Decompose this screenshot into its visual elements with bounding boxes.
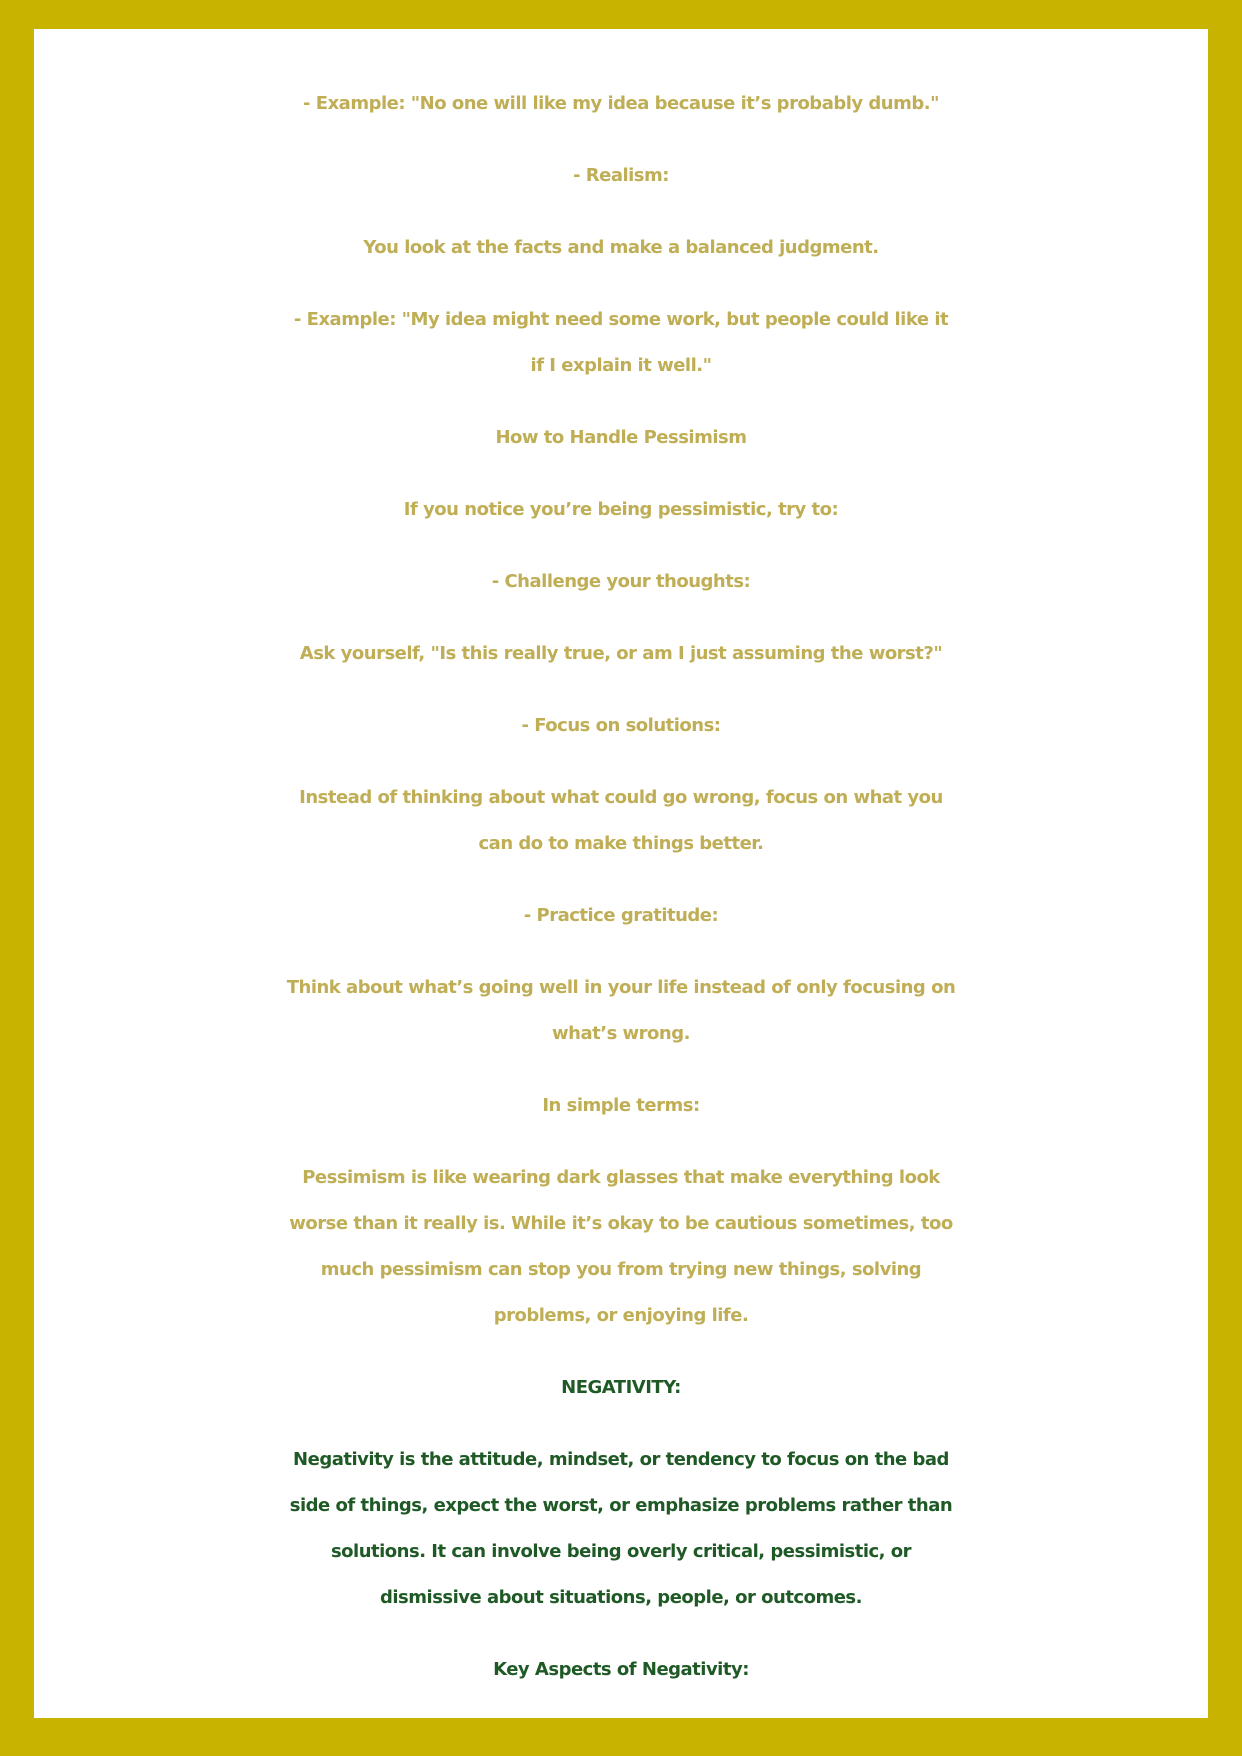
challenge-thoughts-text: Ask yourself, "Is this really true, or am I just assuming the worst?" (299, 643, 943, 664)
simple-terms-heading: In simple terms: (542, 1095, 700, 1116)
negativity-definition-line-1: Negativity is the attitude, mindset, or tendency to focus on the bad (293, 1449, 949, 1470)
key-aspects-heading: Key Aspects of Negativity: (493, 1659, 749, 1680)
focus-solutions-line-1: Instead of thinking about what could go wrong, focus on what you (299, 787, 943, 808)
practice-gratitude-line-2: what’s wrong. (552, 1023, 690, 1044)
realism-example-line-1: - Example: "My idea might need some work, but people could like it (293, 309, 949, 330)
simple-terms-line-1: Pessimism is like wearing dark glasses that make everything look (302, 1167, 940, 1188)
realism-description: You look at the facts and make a balanced judgment. (363, 237, 879, 258)
document-page (34, 29, 1208, 1718)
practice-gratitude-heading: - Practice gratitude: (523, 905, 719, 926)
simple-terms-line-3: much pessimism can stop you from trying new things, solving (320, 1259, 922, 1280)
example-pessimism-line: - Example: "No one will like my idea because it’s probably dumb." (303, 93, 939, 114)
simple-terms-line-4: problems, or enjoying life. (493, 1305, 749, 1326)
practice-gratitude-line-1: Think about what’s going well in your life instead of only focusing on (286, 977, 956, 998)
negativity-definition-line-3: solutions. It can involve being overly critical, pessimistic, or (330, 1541, 912, 1562)
handle-pessimism-heading: How to Handle Pessimism (495, 427, 747, 448)
simple-terms-line-2: worse than it really is. While it’s okay to be cautious sometimes, too (289, 1213, 953, 1234)
negativity-definition-line-2: side of things, expect the worst, or emphasize problems rather than (289, 1495, 953, 1516)
focus-solutions-line-2: can do to make things better. (478, 833, 764, 854)
realism-heading: - Realism: (573, 165, 669, 186)
focus-solutions-heading: - Focus on solutions: (521, 715, 721, 736)
realism-example-line-2: if I explain it well." (530, 355, 712, 376)
negativity-heading: NEGATIVITY: (561, 1377, 681, 1398)
handle-pessimism-intro: If you notice you’re being pessimistic, try to: (403, 499, 839, 520)
challenge-thoughts-heading: - Challenge your thoughts: (491, 571, 751, 592)
negativity-definition-line-4: dismissive about situations, people, or outcomes. (380, 1587, 862, 1608)
